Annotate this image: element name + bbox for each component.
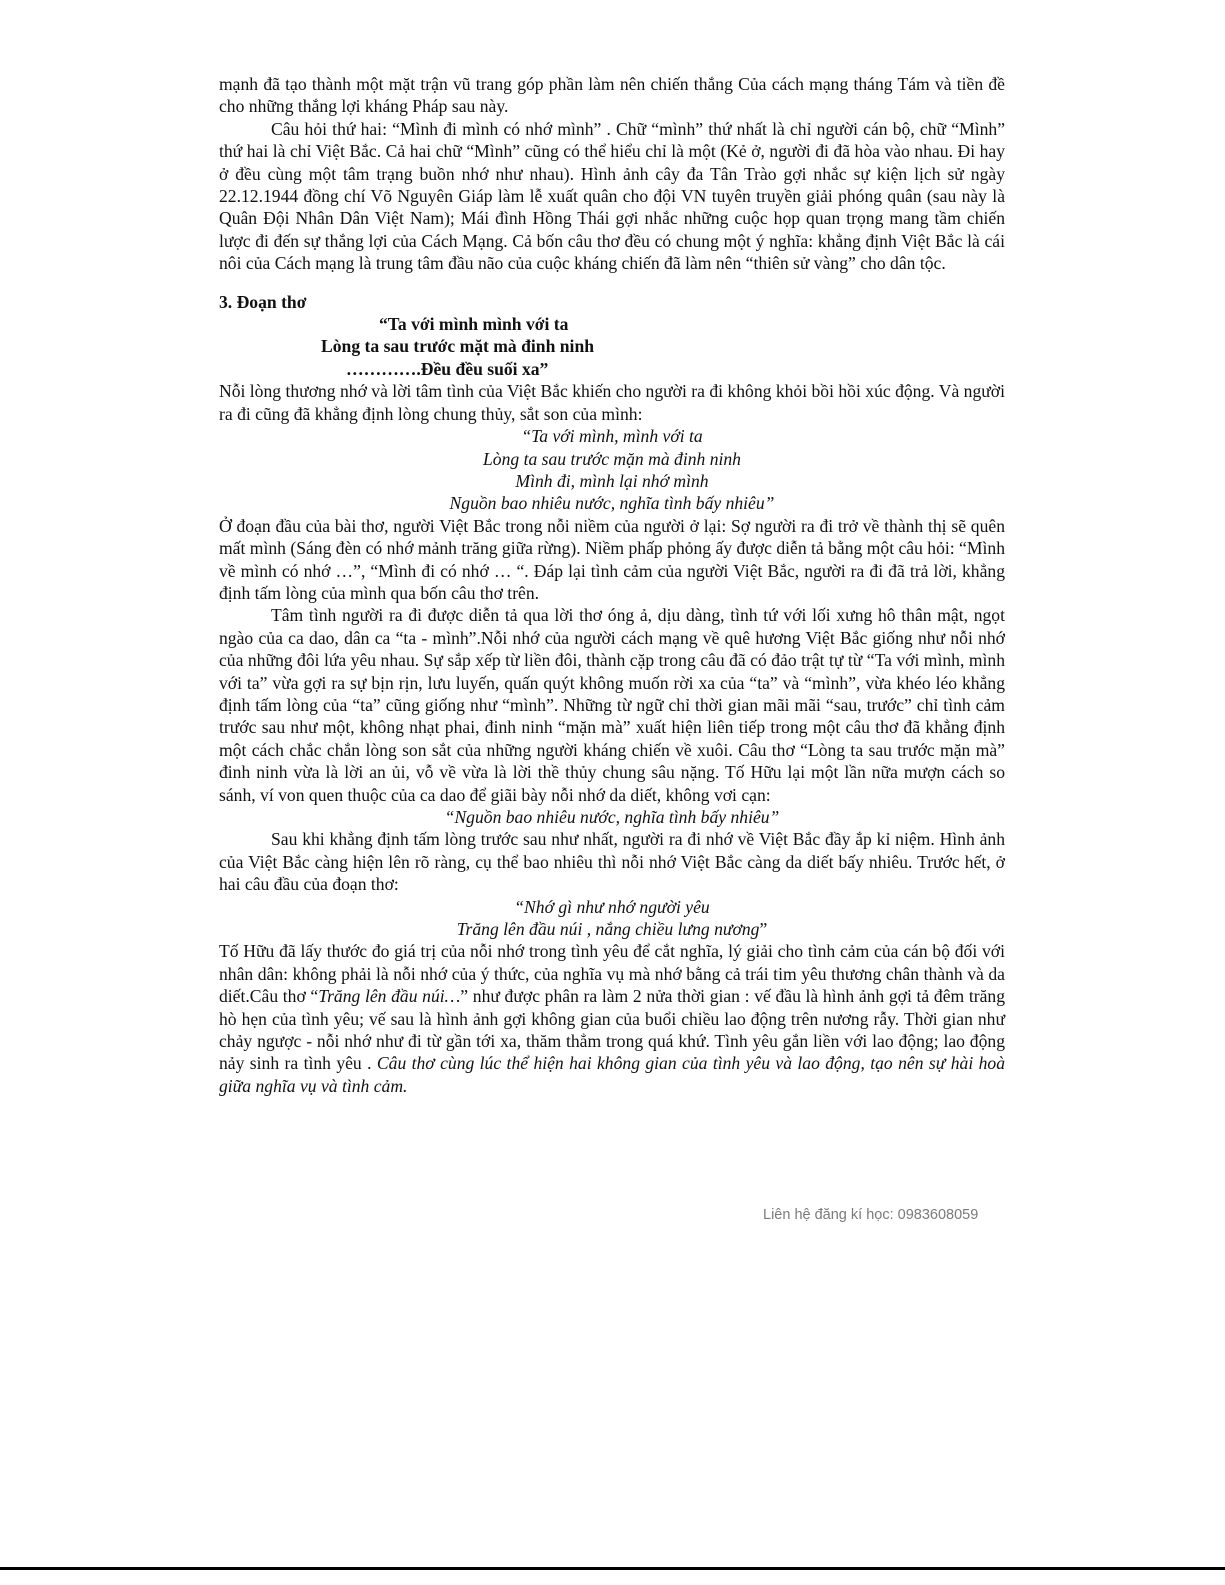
page-bottom-border <box>0 1567 1225 1570</box>
poem-line-text: Trăng lên đầu núi , nắng chiều lưng nương <box>456 919 760 940</box>
paragraph-1: mạnh đã tạo thành một mặt trận vũ trang góp phần làm nên chiến thắng Của cách mạng tháng Tám và tiền đề cho những thắng lợi kháng Pháp sau này. <box>219 74 1005 117</box>
bold-poem-line: Lòng ta sau trước mặt mà đinh ninh <box>321 336 595 357</box>
bold-poem-excerpt <box>219 313 1005 380</box>
poem-line: Lòng ta sau trước mặn mà đinh ninh <box>483 448 741 469</box>
poem-closing-quote: ” <box>759 919 768 940</box>
paragraph-7-italic: Câu thơ cùng lúc thể hiện hai không gian của tình yêu và lao động, tạo nên sự hài hoà giữa nghĩa vụ và tình cảm. <box>219 1053 1005 1096</box>
paragraph-7-start: Tố Hữu đã lấy thước đo giá trị của nỗi nhớ trong tình yêu để cắt nghĩa, lý giải cho tình cảm của cán bộ đối với nhân dân: không phải là nỗi nhớ của ý thức, của nghĩa vụ mà nhớ bằng cả trái tim yêu thương chân thành và da diết.Câu thơ “ <box>219 941 1005 1007</box>
paragraph-7-mid: ” như được phân ra làm 2 nửa thời gian : vế đầu là hình ảnh gợi tả đêm trăng hò hẹn của tình yêu; vế sau là hình ảnh gợi không gian của buổi chiều lao động trên nương rẫy. Thời gian như chảy ngược - nỗi nhớ như đi từ gần tới xa, thăm thẳm trong quá khứ. Tình yêu gắn liền với lao động; lao động nảy sinh ra tình yêu . <box>219 986 1005 1074</box>
paragraph-7-quote: Trăng lên đầu núi… <box>318 986 461 1007</box>
section-heading: 3. Đoạn thơ <box>219 291 307 312</box>
poem-line: “Ta với mình, mình với ta <box>521 426 703 447</box>
paragraph-3: Nỗi lòng thương nhớ và lời tâm tình của Việt Bắc khiến cho người ra đi không khỏi bồi hồi xúc động. Và người ra đi cũng đã khẳng định lòng chung thủy, sắt son của mình: <box>219 381 1005 424</box>
bold-poem-line: ………….Đều đều suối xa” <box>346 358 549 379</box>
poem-line: Mình đi, mình lại nhớ mình <box>515 470 709 491</box>
poem-stanza-1 <box>219 425 1005 515</box>
paragraph-2: Câu hỏi thứ hai: “Mình đi mình có nhớ mình” . Chữ “mình” thứ nhất là chỉ người cán bộ, chữ “Mình” thứ hai là chỉ Việt Bắc. Cả hai chữ “Mình” cũng có thể hiểu chỉ là một (Kẻ ở, người đi đã hòa vào nhau. Đi hay ở đều cùng một tâm trạng buồn nhớ như nhau). Hình ảnh cây đa Tân Trào gợi nhắc sự kiện lịch sử ngày 22.12.1944 đồng chí Võ Nguyên Giáp làm lễ xuất quân cho đội VN tuyên truyền giải phóng quân (sau này là Quân Đội Nhân Dân Việt Nam); Mái đình Hồng Thái gợi nhắc những cuộc họp quan trọng mang tầm chiến lược đi đến sự thắng lợi của Cách Mạng. Cả bốn câu thơ đều có chung một ý nghĩa: khẳng định Việt Bắc là cái nôi của Cách mạng là trung tâm đầu não của cuộc kháng chiến đã làm nên “thiên sử vàng” cho dân tộc. <box>219 118 1005 274</box>
paragraph-6: Sau khi khẳng định tấm lòng trước sau như nhất, người ra đi nhớ về Việt Bắc đầy ắp kỉ niệm. Hình ảnh của Việt Bắc càng hiện lên rõ ràng, cụ thể bao nhiêu thì nỗi nhớ Việt Bắc càng da diết bấy nhiêu. Trước hết, ở hai câu đầu của đoạn thơ: <box>219 829 1005 895</box>
contact-footer: Liên hệ đăng kí học: 0983608059 <box>763 1207 979 1223</box>
poem-line <box>219 918 1005 940</box>
poem-line: Nguồn bao nhiêu nước, nghĩa tình bấy nhiêu” <box>449 493 775 514</box>
paragraph-5: Tâm tình người ra đi được diễn tả qua lời thơ óng ả, dịu dàng, tình tứ với lối xưng hô thân mật, ngọt ngào của ca dao, dân ca “ta - mình”.Nỗi nhớ của người cách mạng về quê hương Việt Bắc giống như nỗi nhớ của những đôi lứa yêu nhau. Sự sắp xếp từ liền đôi, thành cặp trong câu đã có đảo trật tự từ “Ta với mình, mình với ta” vừa gợi ra sự bịn rịn, lưu luyến, quấn quýt không muốn rời xa của “ta” và “mình”, vừa khéo léo khẳng định tấm lòng của “ta” cũng giống như “mình”. Những từ ngữ chỉ thời gian mãi mãi “sau, trước” chỉ tình cảm trước sau như một, không nhạt phai, đinh ninh “mặn mà” xuất hiện liên tiếp trong một câu thơ đã khẳng định một cách chắc chắn lòng son sắt của những người kháng chiến về xuôi. Câu thơ “Lòng ta sau trước mặn mà” đinh ninh vừa là lời an ủi, vỗ về vừa là lời thề thủy chung sâu nặng. Tố Hữu lại một lần nữa mượn cách so sánh, ví von quen thuộc của ca dao để giãi bày nỗi nhớ da diết, không vơi cạn: <box>219 605 1005 805</box>
paragraph-4: Ở đoạn đầu của bài thơ, người Việt Bắc trong nỗi niềm của người ở lại: Sợ người ra đi trở về thành thị sẽ quên mất mình (Sáng đèn có nhớ mảnh trăng giữa rừng). Niềm phấp phỏng ấy được diễn tả bằng một câu hỏi: “Mình về mình có nhớ …”, “Mình đi có nhớ … “. Đáp lại tình cảm của người Việt Bắc, người ra đi đã trả lời, khẳng định tấm lòng của mình qua bốn câu thơ trên. <box>219 515 1005 603</box>
bold-poem-line: “Ta với mình mình với ta <box>379 314 569 335</box>
poem-line: “Nhớ gì như nhớ người yêu <box>514 896 710 917</box>
document-body <box>219 73 1005 1097</box>
paragraph-7 <box>219 940 1005 1097</box>
poem-quote: “Nguồn bao nhiêu nước, nghĩa tình bấy nhiêu” <box>444 807 780 827</box>
poem-stanza-2 <box>219 896 1005 941</box>
